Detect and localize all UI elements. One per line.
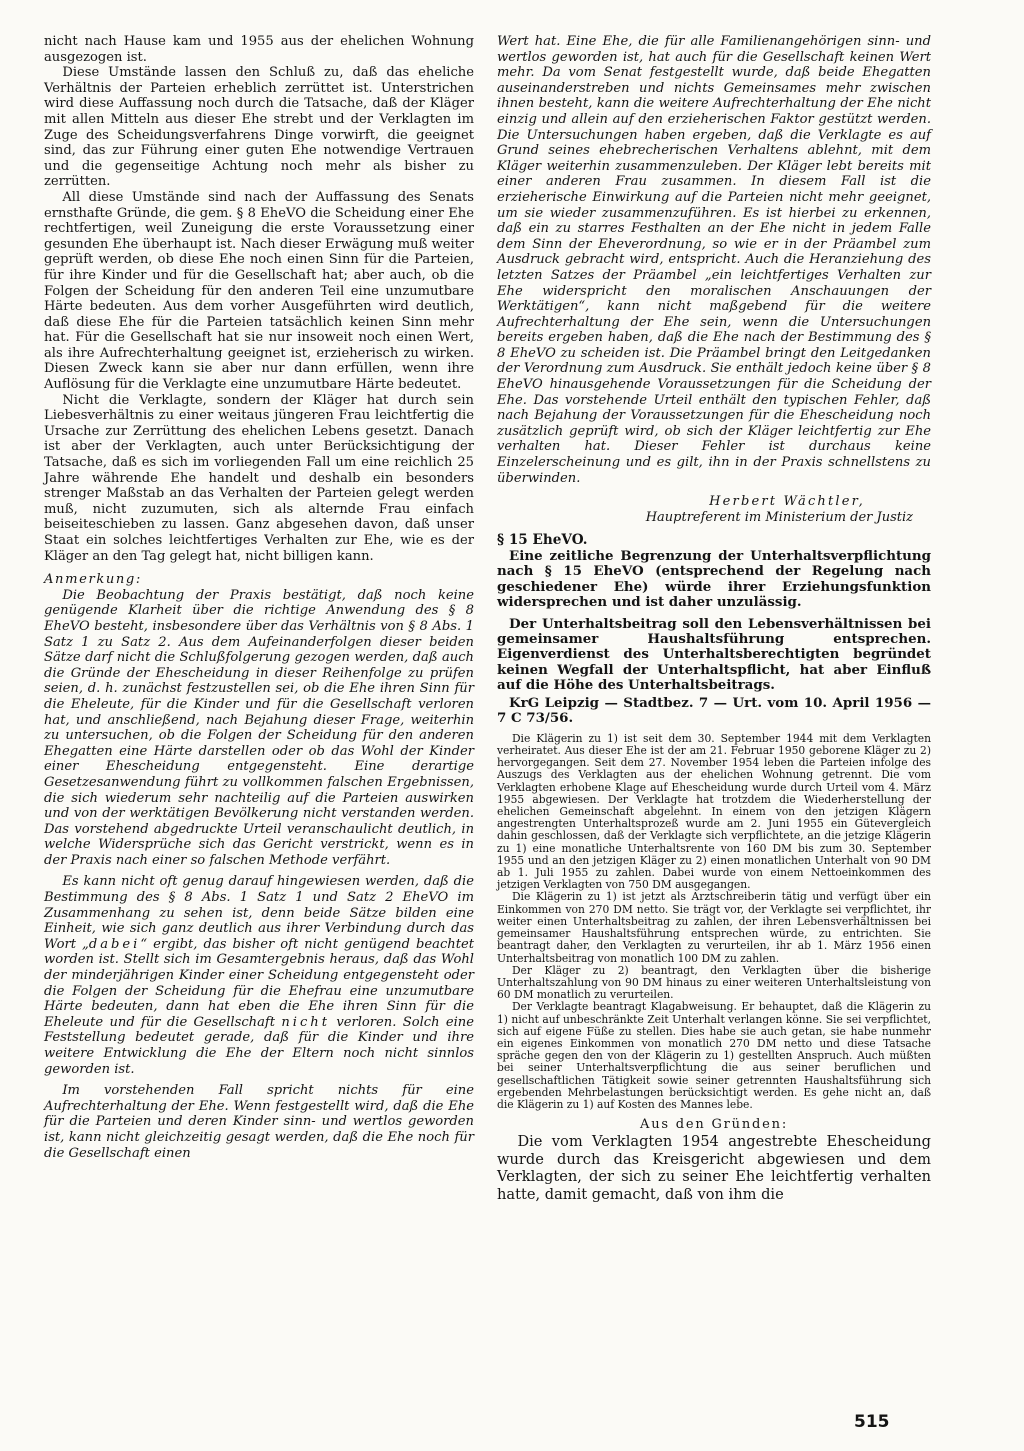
section-heading: § 15 EheVO. (497, 532, 588, 549)
left-column (44, 34, 474, 1161)
grounds-heading: Aus den Gründen: (640, 1117, 788, 1133)
emphasis-nicht: nicht (281, 1014, 330, 1030)
facts-paragraph-1: Die Klägerin zu 1) ist seit dem 30. September 1944 mit dem Verklagten verheiratet. Aus dieser Ehe ist der am 21. Februar 1950 geborene Kläger zu 2) hervorgegangen. Seit dem 27. November 1954 leben die Parteien infolge des Auszugs des Verklagten aus der ehelichen Wohnung getrennt. Die vom Verklagten erhobene Klage auf Ehescheidung wurde durch Urteil vom 4. März 1955 abgewiesen. Der Verklagte hat trotzdem die Wiederherstellung der ehelichen Gemeinschaft abgelehnt. In einem von den jetzigen Klägern angestrengten Unterhaltsprozeß wurde am 2. Juni 1955 ein Gütevergleich dahin geschlossen, daß der Verklagte sich verpflichtete, an die jetzige Klägerin zu 1) eine monatliche Unterhaltsrente von 160 DM bis zum 30. September 1955 und an den jetzigen Kläger zu 2) einen monatlichen Unterhalt von 90 DM ab 1. Juli 1955 zu zahlen. Dabei wurde von einem Nettoeinkommen des jetzigen Verklagten von 750 DM ausgegangen. (497, 731, 931, 892)
court-citation: KrG Leipzig — Stadtbez. 7 — Urt. vom 10. April 1956 — 7 C 73/56. (497, 694, 931, 727)
headnote-1: Eine zeitliche Begrenzung der Unterhaltsverpflichtung nach § 15 EheVO (entsprechend der Regelung nach geschiedener Ehe) würde ihrer Erziehungsfunktion widersprechen und ist daher unzulässig. (497, 548, 931, 611)
annotation-text: verloren. Solch eine Feststellung bedeutet gerade, daß für die Kinder und ihre weitere Entwicklung die Ehe der Eltern noch nicht sinnlos geworden ist. (44, 1014, 474, 1077)
right-column (497, 34, 931, 1204)
annotation-continuation: Wert hat. Eine Ehe, die für alle Familienangehörigen sinn- und wertlos geworden ist, hat auch für die Gesellschaft keinen Wert mehr. Da vom Senat festgestellt wurde, daß beide Ehegatten auseinanderstreben und nichts Gemeinsames mehr zwischen ihnen besteht, kann die weitere Aufrechterhaltung der Ehe nicht einzig und allein auf den erzieherischen Faktor gestützt werden. Die Untersuchungen haben ergeben, daß die Verklagte es auf Grund seines ehebrecherischen Verhaltens ablehnt, mit dem Kläger weiterhin zusammenzuleben. Der Kläger lebt bereits mit einer anderen Frau zusammen. In diesem Fall ist die erzieherische Einwirkung auf die Parteien nicht mehr geeignet, um sie wieder zusammenzuführen. Es ist hierbei zu erkennen, daß ein zu starres Festhalten an der Ehe nicht in jedem Falle dem Sinn der Eheverordnung, so wie er in der Präambel zum Ausdruck gebracht wird, entspricht. Auch die Heranziehung des letzten Satzes der Präambel „ein leichtfertiges Verhalten zur Ehe widerspricht den moralischen Anschauungen der Werktätigen“, kann nicht maßgebend für die weitere Aufrechterhaltung der Ehe sein, wenn die Untersuchungen bereits ergeben haben, daß die Ehe nach der Bestimmung des § 8 EheVO zu scheiden ist. Die Präambel bringt den Leitgedanken der Verordnung zum Ausdruck. Sie enthält jedoch keine über § 8 EheVO hinausgehende Voraussetzungen für die Scheidung der Ehe. Das vorstehende Urteil enthält den typischen Fehler, daß nach Bejahung der Voraussetzungen für die Ehescheidung noch zusätzlich geprüft wird, ob sich der Kläger leichtfertig zur Ehe verhalten hat. Dieser Fehler ist durchaus keine Einzelerscheinung und es gilt, ihn in der Praxis schnellstens zu überwinden. (497, 34, 931, 486)
grounds-paragraph-1: Die vom Verklagten 1954 angestrebte Ehescheidung wurde durch das Kreisgericht abgewiesen und dem Verklagten, der sich zu seiner Ehe leichtfertig verhalten hatte, damit gemacht, daß von ihm die (497, 1132, 931, 1204)
paragraph-senate-reasons: All diese Umstände sind nach der Auffassung des Senats ernsthafte Gründe, die gem. § 8 EheVO die Scheidung einer Ehe rechtfertigen, weil Zuneigung die erste Voraussetzung einer gesunden Ehe überhaupt ist. Nach dieser Erwägung muß weiter geprüft werden, ob diese Ehe noch einen Sinn für die Parteien, für ihre Kinder und für die Gesellschaft hat; aber auch, ob die Folgen der Scheidung für den anderen Teil eine unzumutbare Härte bedeuten. Aus dem vorher Ausgeführten wird deutlich, daß diese Ehe für die Parteien tatsächlich keinen Sinn mehr hat. Für die Gesellschaft hat sie nur insoweit noch einen Wert, als ihre Aufrechterhaltung geeignet ist, erzieherisch zu wirken. Diesen Zweck kann sie aber nur dann erfüllen, wenn ihre Auflösung für die Verklagte eine unzumutbare Härte bedeutet. (44, 189, 474, 393)
paragraph-marriage-breakdown: Diese Umstände lassen den Schluß zu, daß das eheliche Verhältnis der Parteien erheblich zerrüttet ist. Unterstrichen wird diese Auffassung noch durch die Tatsache, daß der Kläger mit allen Mitteln aus dieser Ehe strebt und der Verklagten im Zuge des Scheidungsverfahrens Dinge vorwirft, die geeignet sind, das zur Führung einer guten Ehe notwendige Vertrauen und die gegenseitige Achtung noch mehr als bisher zu zerrütten. (44, 65, 474, 190)
annotation-paragraph-2 (44, 874, 474, 1077)
paragraph-plaintiff-fault: Nicht die Verklagte, sondern der Kläger hat durch sein Liebesverhältnis zu einer weitaus jüngeren Frau leichtfertig die Ursache zur Zerrüttung des ehelichen Lebens gesetzt. Danach ist aber der Verklagten, auch unter Berücksichtigung der Tatsache, daß es sich im vorliegenden Fall um eine reichlich 25 Jahre währende Ehe handelt und deshalb ein besonders strenger Maßstab an das Verhalten der Parteien gelegt werden muß, nicht zuzumuten, sich als alternde Frau einfach beiseiteschieben zu lassen. Ganz abgesehen davon, daß unser Staat ein solches leichtfertiges Verhalten zur Ehe, wie es der Kläger an den Tag gelegt hat, nicht billigen kann. (44, 392, 474, 564)
facts-paragraph-4: Der Verklagte beantragt Klagabweisung. Er behauptet, daß die Klägerin zu 1) nicht auf unbeschränkte Zeit Unterhalt verlangen könne. Sie sei verpflichtet, sich auf eigene Füße zu stellen. Dies habe sie auch getan, sie habe nunmehr ein eigenes Einkommen von monatlich 270 DM netto und diese Tatsache spräche gegen den von der Klägerin zu 1) gestellten Anspruch. Auch müßten bei seiner Unterhaltsverpflichtung die aus seiner beruflichen und gesellschaftlichen Tätigkeit sowie seiner getrennten Haushaltsführung sich ergebenden Mehrbelastungen berücksichtigt werden. Es gehe nicht an, daß die Klägerin zu 1) auf Kosten des Mannes lebe. (497, 1000, 931, 1111)
annotation-text: “ ergibt, das bisher oft nicht genügend beachtet worden ist. Stellt sich im Gesamtergebnis heraus, daß das Wohl der minderjährigen Kinder einer Scheidung entgegensteht oder die Folgen der Scheidung für die Ehefrau eine unzumutbare Härte bedeuten, dann hat eben die Ehe ihren Sinn für die Eheleute und für die Gesellschaft (44, 936, 474, 1030)
paragraph-continuation: nicht nach Hause kam und 1955 aus der ehelichen Wohnung ausgezogen ist. (44, 34, 474, 65)
signature-name: Herbert Wächtler, (709, 494, 865, 510)
page-number: 515 (854, 1412, 890, 1432)
annotation-text: Es kann nicht oft genug darauf hingewiesen werden, daß die Bestimmung des § 8 Abs. 1 Satz 1 und Satz 2 EheVO im Zusammenhang zu sehen ist, denn beide Sätze bilden eine Einheit, wie sich ganz deutlich aus ihrer Verbindung durch das Wort „ (44, 874, 474, 952)
annotation-paragraph-1: Die Beobachtung der Praxis bestätigt, daß noch keine genügende Klarheit über die richtige Anwendung des § 8 EheVO besteht, insbesondere über das Verhältnis von § 8 Abs. 1 Satz 1 zu Satz 2. Aus dem Aufeinanderfolgen dieser beiden Sätze darf nicht die Schlußfolgerung gezogen werden, daß auch die Gründe der Ehescheidung in dieser Reihenfolge zu prüfen seien, d. h. zunächst festzustellen sei, ob die Ehe ihren Sinn für die Eheleute, für die Kinder und für die Gesellschaft verloren hat, und anschließend, nach Bejahung dieser Frage, weiterhin zu untersuchen, ob die Folgen der Scheidung für den anderen Ehegatten eine Härte darstellen oder ob das Wohl der Kinder einer Ehescheidung entgegensteht. Eine derartige Gesetzesanwendung führt zu vollkommen falschen Ergebnissen, die sich wiederum sehr nachteilig auf die Parteien auswirken und von der werktätigen Bevölkerung nicht verstanden werden. Das vorstehend abgedruckte Urteil veranschaulicht deutlich, in welche Widersprüche sich das Gericht verstrickt, wenn es in der Praxis nach einer so falschen Methode verfährt. (44, 587, 474, 868)
annotation-paragraph-3: Im vorstehenden Fall spricht nichts für eine Aufrechterhaltung der Ehe. Wenn festgestellt wird, daß die Ehe für die Parteien und deren Kinder sinn- und wertlos geworden ist, kann nicht gleichzeitig gesagt werden, daß die Ehe noch für die Gesellschaft einen (44, 1083, 474, 1161)
facts-paragraph-3: Der Kläger zu 2) beantragt, den Verklagten über die bisherige Unterhaltszahlung von 90 DM hinaus zu einer weiteren Unterhaltsleistung von 60 DM monatlich zu verurteilen. (497, 963, 931, 1002)
signature-title: Hauptreferent im Ministerium der Justiz (645, 509, 913, 525)
headnote-2: Der Unterhaltsbeitrag soll den Lebensverhältnissen bei gemeinsamer Haushaltsführung entsprechen. Eigenverdienst des Unterhaltsberechtigten begründet keinen Wegfall der Unterhaltspflicht, hat aber Einfluß auf die Höhe des Unterhaltsbeitrags. (497, 615, 931, 694)
emphasis-dabei: dabei (88, 936, 141, 952)
annotation-heading: Anmerkung: (44, 572, 142, 588)
facts-paragraph-2: Die Klägerin zu 1) ist jetzt als Arztschreiberin tätig und verfügt über ein Einkommen von 270 DM netto. Sie trägt vor, der Verklagte sei verpflichtet, ihr weiter einen Unterhaltsbeitrag zu zahlen, der ihren Lebensverhältnissen bei gemeinsamer Haushaltsführung entsprechen würde, zu entrichten. Sie beantragt daher, den Verklagten zu verurteilen, ihr ab 1. März 1956 einen Unterhaltsbeitrag von monatlich 100 DM zu zahlen. (497, 890, 931, 965)
